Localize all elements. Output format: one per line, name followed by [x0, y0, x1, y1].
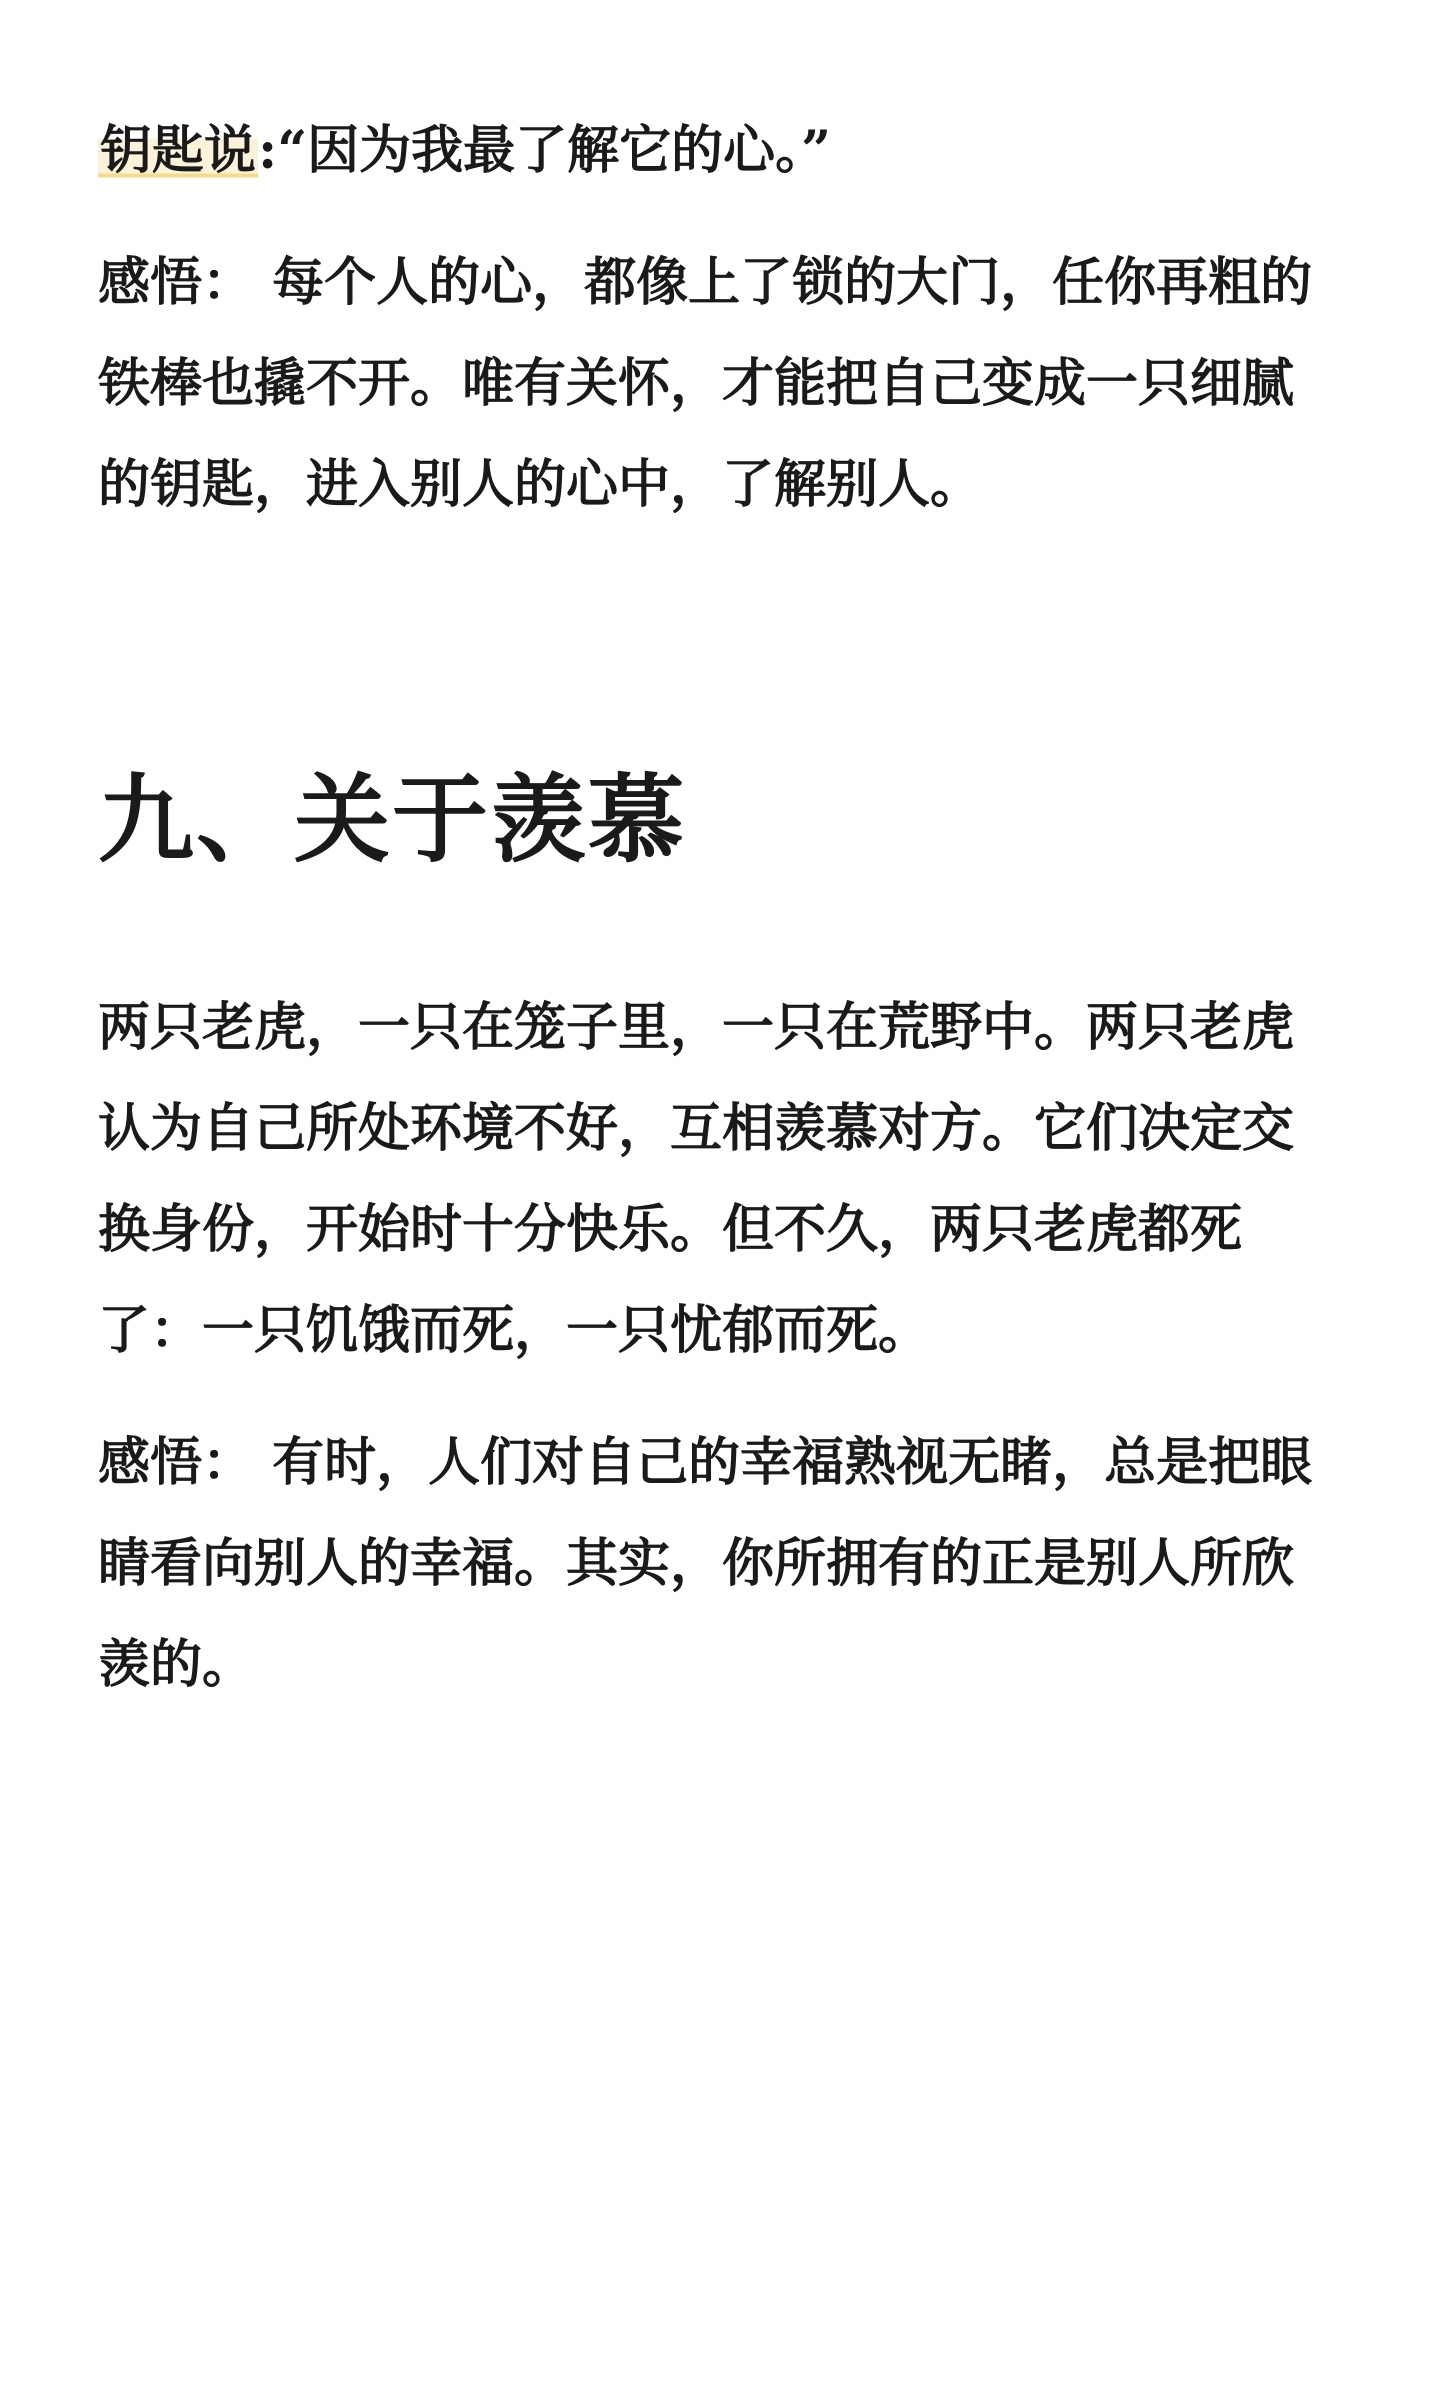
section-body	[98, 977, 1342, 1715]
insight-paragraph-1: 感悟： 每个人的心，都像上了锁的大门，任你再粗的铁棒也撬不开。唯有关怀，才能把自己变成一只细腻的钥匙，进入别人的心中，了解别人。	[98, 252, 1313, 515]
story-paragraph: 两只老虎，一只在笼子里，一只在荒野中。两只老虎认为自己所处环境不好，互相羡慕对方。它们决定交换身份，开始时十分快乐。但不久，两只老虎都死了：一只饥饿而死，一只忧郁而死。	[98, 997, 1295, 1361]
insight-paragraph-2: 感悟： 有时，人们对自己的幸福熟视无睹，总是把眼睛看向别人的幸福。其实，你所拥有的正是别人所欣羡的。	[98, 1432, 1313, 1695]
highlighted-speaker: 钥匙说	[100, 120, 257, 181]
section-heading: 九、关于羡慕	[98, 763, 686, 876]
key-quote-line	[98, 100, 1342, 201]
key-quote-text: :“因为我最了解它的心。”	[258, 120, 832, 181]
